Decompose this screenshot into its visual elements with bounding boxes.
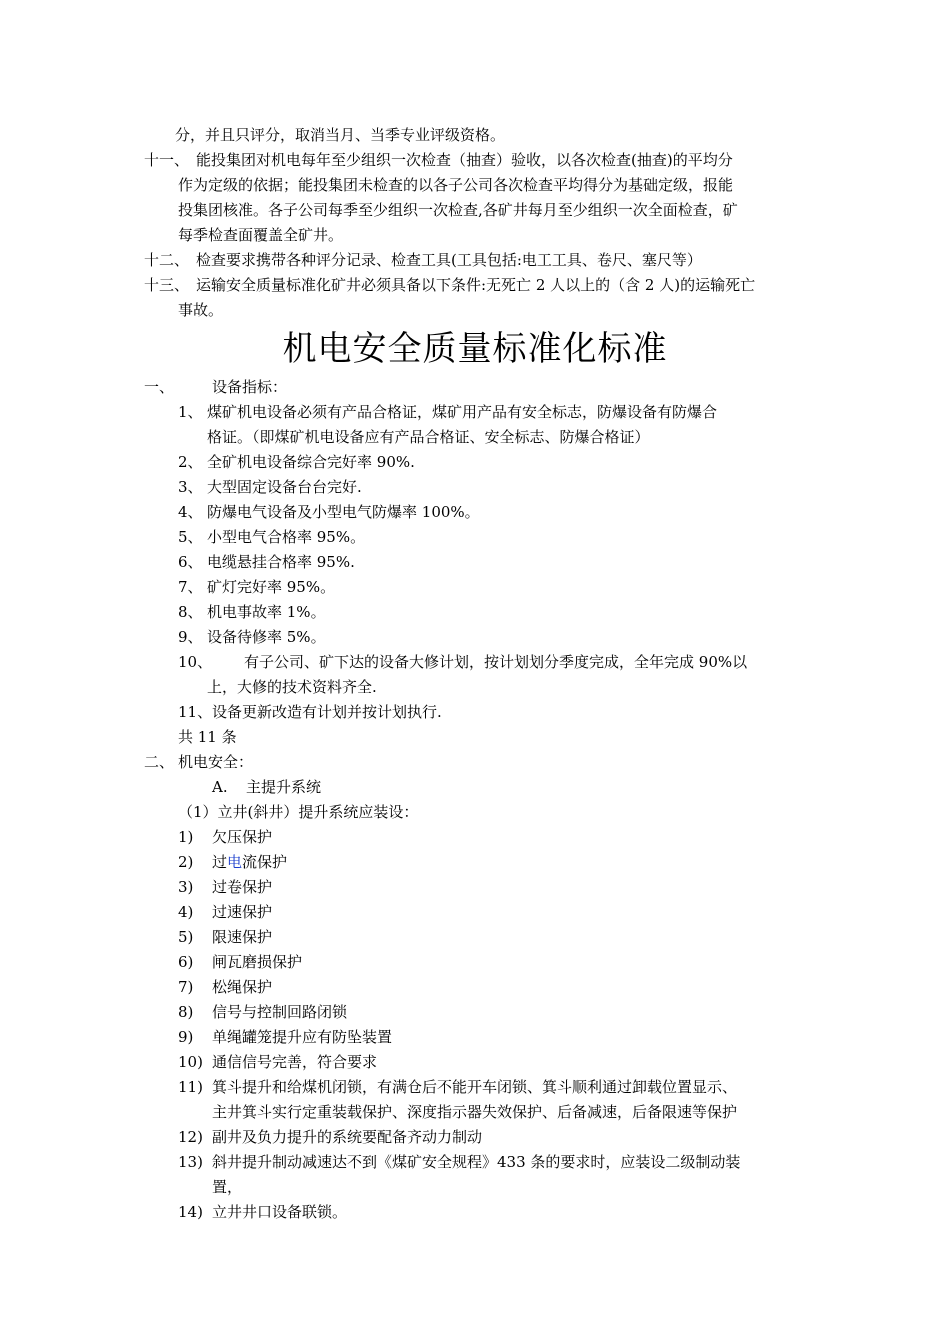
list-item-number: 12) bbox=[178, 1128, 203, 1146]
list-item-number: 5、 bbox=[178, 528, 203, 546]
highlighted-char: 电 bbox=[227, 853, 243, 871]
list-item-text: 小型电气合格率 95%。 bbox=[207, 528, 366, 546]
page-title: 机电安全质量标准化标准 bbox=[282, 329, 668, 369]
list-item-text: 斜井提升制动减速达不到《煤矿安全规程》433 条的要求时，应装设二级制动装 bbox=[212, 1153, 741, 1171]
list-item-number: 10) bbox=[178, 1053, 203, 1071]
list-item-text: 机电事故率 1%。 bbox=[207, 603, 326, 621]
rule-text: 每季检查面覆盖全矿井。 bbox=[178, 226, 344, 244]
rule-text: 检查要求携带各种评分记录、检查工具(工具包括:电工工具、卷尺、塞尺等） bbox=[196, 251, 702, 269]
list-item-number: 1、 bbox=[178, 403, 203, 421]
subsection-heading: （1）立井(斜井）提升系统应装设： bbox=[178, 803, 419, 821]
rule-number: 十三、 bbox=[144, 276, 190, 294]
rule-text: 作为定级的依据；能投集团未检查的以各子公司各次检查平均得分为基础定级，报能 bbox=[178, 176, 734, 194]
list-item-number: 14) bbox=[178, 1203, 203, 1221]
list-item-number: 6、 bbox=[178, 553, 203, 571]
list-item-text: 松绳保护 bbox=[212, 978, 273, 996]
list-item-text: 限速保护 bbox=[212, 928, 273, 946]
list-item-number: 5) bbox=[178, 928, 194, 946]
list-item-number: 7) bbox=[178, 978, 194, 996]
list-item-number: 11) bbox=[178, 1078, 203, 1096]
list-item-number: 13) bbox=[178, 1153, 203, 1171]
rule-number: 十一、 bbox=[144, 151, 190, 169]
subsection-letter: A. bbox=[212, 778, 228, 796]
list-item-text: 箕斗提升和给煤机闭锁，有满仓后不能开车闭锁、箕斗顺利通过卸载位置显示、 bbox=[212, 1078, 738, 1096]
list-item-number: 2、 bbox=[178, 453, 203, 471]
list-item-number: 4、 bbox=[178, 503, 203, 521]
list-item-text: 煤矿机电设备必须有产品合格证，煤矿用产品有安全标志，防爆设备有防爆合 bbox=[207, 403, 718, 421]
list-item-number: 6) bbox=[178, 953, 194, 971]
list-item-number: 1) bbox=[178, 828, 194, 846]
total-count: 共 11 条 bbox=[178, 728, 237, 746]
list-item-number: 2) bbox=[178, 853, 194, 871]
list-item-number: 3、 bbox=[178, 478, 203, 496]
list-item-text: 置， bbox=[212, 1178, 243, 1196]
list-item-text: 上，大修的技术资料齐全. bbox=[207, 678, 377, 696]
list-item-number: 8、 bbox=[178, 603, 203, 621]
list-item-text: 过卷保护 bbox=[212, 878, 273, 896]
list-item-text: 副井及负力提升的系统要配备齐动力制动 bbox=[212, 1128, 483, 1146]
list-item-text: 大型固定设备台台完好. bbox=[207, 478, 362, 496]
subsection-label: 主提升系统 bbox=[246, 778, 322, 796]
list-item-text: 全矿机电设备综合完好率 90%. bbox=[207, 453, 415, 471]
list-item-text: 防爆电气设备及小型电气防爆率 100%。 bbox=[207, 503, 480, 521]
rule-number: 十二、 bbox=[144, 251, 190, 269]
list-item-text: 闸瓦磨损保护 bbox=[212, 953, 303, 971]
list-item-number: 3) bbox=[178, 878, 194, 896]
list-item-text: 设备更新改造有计划并按计划执行. bbox=[212, 703, 442, 721]
list-item-text: 主井箕斗实行定重装载保护、深度指示器失效保护、后备减速，后备限速等保护 bbox=[212, 1103, 738, 1121]
section-label: 设备指标： bbox=[212, 378, 288, 396]
list-item-number: 9、 bbox=[178, 628, 203, 646]
list-item-text: 电缆悬挂合格率 95%. bbox=[207, 553, 355, 571]
list-item-number: 8) bbox=[178, 1003, 194, 1021]
list-item-text: 通信信号完善，符合要求 bbox=[212, 1053, 378, 1071]
section-number: 二、 bbox=[144, 753, 175, 771]
text-run: 过 bbox=[212, 853, 228, 871]
list-item-text: 立井井口设备联锁。 bbox=[212, 1203, 348, 1221]
section-number: 一、 bbox=[144, 378, 175, 396]
list-item-text: 设备待修率 5%。 bbox=[207, 628, 326, 646]
list-item-text: 矿灯完好率 95%。 bbox=[207, 578, 336, 596]
list-item-number: 11、 bbox=[178, 703, 213, 721]
list-item-text: 格证。（即煤矿机电设备应有产品合格证、安全标志、防爆合格证） bbox=[207, 428, 650, 446]
rule-text: 投集团核准。各子公司每季至少组织一次检查,各矿井每月至少组织一次全面检查，矿 bbox=[178, 201, 738, 219]
rule-text: 运输安全质量标准化矿井必须具备以下条件:无死亡 2 人以上的（含 2 人)的运输死亡 bbox=[196, 276, 756, 294]
intro-line: 分，并且只评分，取消当月、当季专业评级资格。 bbox=[175, 126, 506, 144]
list-item-text: 信号与控制回路闭锁 bbox=[212, 1003, 348, 1021]
list-item-text bbox=[212, 851, 287, 873]
list-item-number: 9) bbox=[178, 1028, 194, 1046]
list-item-number: 7、 bbox=[178, 578, 203, 596]
text-run: 流保护 bbox=[242, 853, 288, 871]
list-item-text: 有子公司、矿下达的设备大修计划，按计划划分季度完成，全年完成 90%以 bbox=[244, 653, 748, 671]
list-item-text: 欠压保护 bbox=[212, 828, 273, 846]
list-item-number: 4) bbox=[178, 903, 194, 921]
list-item-number: 10、 bbox=[178, 653, 213, 671]
rule-text: 能投集团对机电每年至少组织一次检查（抽查）验收，以各次检查(抽查)的平均分 bbox=[196, 151, 733, 169]
list-item-text: 过速保护 bbox=[212, 903, 273, 921]
list-item-text: 单绳罐笼提升应有防坠装置 bbox=[212, 1028, 393, 1046]
section-label: 机电安全： bbox=[178, 753, 254, 771]
rule-text: 事故。 bbox=[178, 301, 224, 319]
